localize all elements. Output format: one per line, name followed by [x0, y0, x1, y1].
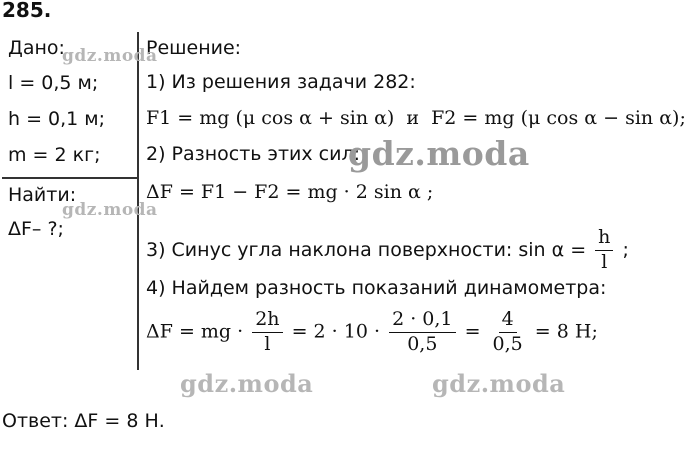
problem-number: 285.: [2, 0, 52, 22]
find-header: Найти:: [8, 184, 77, 206]
calc-fraction-2: [389, 310, 455, 355]
calc-fraction-2-denominator: 0,5: [407, 332, 438, 355]
forces-row: [146, 107, 686, 129]
sine-fraction-denominator: l: [601, 250, 608, 273]
watermark-2: gdz.moda: [348, 134, 530, 173]
calc-fraction-1-denominator: l: [264, 332, 271, 355]
calc-fraction-3-denominator: 0,5: [492, 332, 523, 355]
calc-start: ΔF = mg ·: [146, 320, 244, 343]
force-difference: ΔF = F1 − F2 = mg · 2 sin α ;: [146, 181, 434, 203]
force-f2-formula: F2 = mg (μ cos α − sin α);: [431, 107, 686, 129]
find-value: ΔF– ?;: [8, 218, 64, 240]
given-header: Дано:: [8, 37, 65, 59]
given-height: h = 0,1 м;: [8, 108, 106, 130]
watermark-3: gdz.moda: [62, 200, 158, 220]
solution-step-3: 3) Синус угла наклона поверхности: sin α =: [146, 238, 587, 261]
watermark-5: gdz.moda: [432, 369, 566, 398]
and-word: и: [406, 107, 420, 129]
solution-header: Решение:: [146, 37, 242, 59]
calc-end: = 8 Н;: [534, 320, 598, 343]
solution-step-3-row: [146, 228, 629, 273]
given-length: l = 0,5 м;: [8, 72, 99, 94]
solution-step-4: 4) Найдем разность показаний динамометра:: [146, 277, 607, 299]
answer: Ответ: ΔF = 8 Н.: [2, 410, 165, 432]
solution-step-2: 2) Разность этих сил:: [146, 143, 361, 165]
calculation-row: [146, 310, 598, 355]
calc-mid: = 2 · 10 ·: [291, 320, 381, 343]
sine-fraction-numerator: h: [595, 228, 613, 251]
calc-fraction-2-numerator: 2 · 0,1: [389, 310, 455, 333]
calc-fraction-1: [252, 310, 282, 355]
force-f1-formula: F1 = mg (μ cos α + sin α): [146, 107, 395, 129]
step-3-end: ;: [622, 238, 629, 261]
calc-fraction-3-numerator: 4: [499, 310, 517, 333]
sine-fraction: [595, 228, 613, 273]
calc-equals: =: [464, 320, 481, 343]
table-horizontal-divider: [2, 177, 137, 179]
calc-fraction-1-numerator: 2h: [252, 310, 282, 333]
calc-fraction-3: [490, 310, 526, 355]
watermark-4: gdz.moda: [180, 369, 314, 398]
watermark-1: gdz.moda: [62, 46, 158, 66]
solution-step-1: 1) Из решения задачи 282:: [146, 71, 416, 93]
given-mass: m = 2 кг;: [8, 144, 101, 166]
